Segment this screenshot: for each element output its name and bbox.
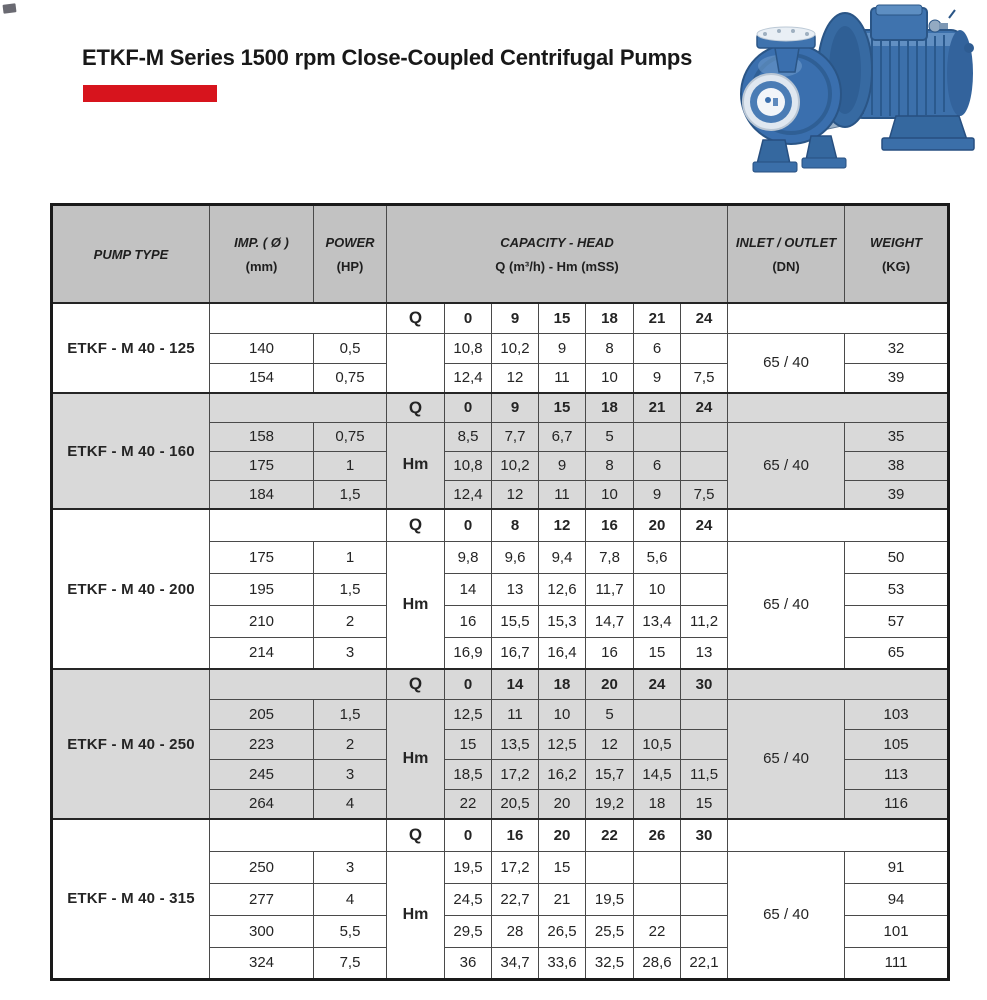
header-weight: WEIGHT (KG) — [845, 205, 949, 304]
head-value-cell: 6,7 — [539, 422, 586, 451]
flow-value-cell: 21 — [634, 303, 681, 333]
weight-cell: 103 — [845, 699, 949, 729]
group-q-header-row — [52, 819, 949, 851]
head-value-cell: 13,5 — [492, 729, 539, 759]
flow-value-cell: 0 — [445, 509, 492, 541]
inlet-outlet-cell: 65 / 40 — [728, 541, 845, 669]
weight-cell: 39 — [845, 480, 949, 509]
flow-value-cell: 9 — [492, 303, 539, 333]
head-value-cell: 11,7 — [586, 573, 634, 605]
flow-value-cell: 0 — [445, 669, 492, 699]
inlet-outlet-cell: 65 / 40 — [728, 333, 845, 393]
head-value-cell: 11 — [492, 699, 539, 729]
q-label-cell: Q — [387, 393, 445, 422]
flow-value-cell: 21 — [634, 393, 681, 422]
q-label-cell: Q — [387, 669, 445, 699]
head-value-cell: 26,5 — [539, 915, 586, 947]
pump-type-cell: ETKF - M 40 - 125 — [52, 303, 210, 393]
head-value-cell: 7,5 — [681, 480, 728, 509]
flow-value-cell: 20 — [539, 819, 586, 851]
head-value-cell — [586, 851, 634, 883]
head-value-cell: 16 — [445, 605, 492, 637]
flow-value-cell: 20 — [634, 509, 681, 541]
head-value-cell — [681, 451, 728, 480]
head-value-cell: 10,5 — [634, 729, 681, 759]
head-value-cell: 12 — [586, 729, 634, 759]
weight-cell: 53 — [845, 573, 949, 605]
flow-value-cell: 18 — [586, 303, 634, 333]
flow-value-cell: 30 — [681, 819, 728, 851]
power-cell: 4 — [314, 789, 387, 819]
head-value-cell: 19,5 — [445, 851, 492, 883]
head-value-cell: 16,2 — [539, 759, 586, 789]
head-value-cell: 12,5 — [445, 699, 492, 729]
head-value-cell: 12,4 — [445, 480, 492, 509]
head-value-cell: 15,7 — [586, 759, 634, 789]
flow-value-cell: 30 — [681, 669, 728, 699]
weight-cell: 35 — [845, 422, 949, 451]
empty-cell — [210, 819, 387, 851]
head-value-cell: 9 — [539, 451, 586, 480]
power-cell: 3 — [314, 759, 387, 789]
weight-cell: 91 — [845, 851, 949, 883]
header-impeller: IMP. ( Ø ) (mm) — [210, 205, 314, 304]
empty-cell — [728, 819, 949, 851]
head-value-cell: 10,2 — [492, 451, 539, 480]
pump-spec-table — [50, 203, 950, 981]
head-value-cell: 14 — [445, 573, 492, 605]
flow-value-cell: 0 — [445, 303, 492, 333]
impeller-diameter-cell: 205 — [210, 699, 314, 729]
head-value-cell: 11 — [539, 480, 586, 509]
motor-foot — [882, 116, 974, 150]
head-value-cell — [681, 573, 728, 605]
head-value-cell — [681, 883, 728, 915]
head-value-cell: 9,4 — [539, 541, 586, 573]
pump-photo — [733, 0, 987, 180]
impeller-diameter-cell: 184 — [210, 480, 314, 509]
empty-cell — [728, 509, 949, 541]
head-value-cell — [681, 541, 728, 573]
head-value-cell: 10 — [586, 480, 634, 509]
head-value-cell: 10 — [586, 363, 634, 393]
flow-value-cell: 15 — [539, 303, 586, 333]
pump-type-cell: ETKF - M 40 - 315 — [52, 819, 210, 979]
group-q-header-row — [52, 509, 949, 541]
head-value-cell: 28 — [492, 915, 539, 947]
hm-label-cell: Hm — [387, 422, 445, 509]
flow-value-cell: 9 — [492, 393, 539, 422]
corner-artifact — [3, 3, 17, 14]
weight-cell: 57 — [845, 605, 949, 637]
head-value-cell: 10,8 — [445, 451, 492, 480]
power-cell: 1 — [314, 451, 387, 480]
impeller-diameter-cell: 250 — [210, 851, 314, 883]
inlet-outlet-cell: 65 / 40 — [728, 699, 845, 819]
head-value-cell: 10,8 — [445, 333, 492, 363]
head-value-cell: 33,6 — [539, 947, 586, 979]
flow-value-cell: 24 — [634, 669, 681, 699]
hm-label-cell: Hm — [387, 851, 445, 979]
group-q-header-row — [52, 303, 949, 333]
head-value-cell: 20,5 — [492, 789, 539, 819]
weight-cell: 105 — [845, 729, 949, 759]
head-value-cell: 5 — [586, 422, 634, 451]
head-value-cell: 22 — [445, 789, 492, 819]
flow-value-cell: 20 — [586, 669, 634, 699]
page-title: ETKF-M Series 1500 rpm Close-Coupled Centrifugal Pumps — [82, 45, 693, 70]
head-value-cell: 34,7 — [492, 947, 539, 979]
head-value-cell: 7,7 — [492, 422, 539, 451]
head-value-cell: 21 — [539, 883, 586, 915]
impeller-diameter-cell: 175 — [210, 541, 314, 573]
head-value-cell: 10 — [539, 699, 586, 729]
header-power: POWER (HP) — [314, 205, 387, 304]
header-capacity-head: CAPACITY - HEAD Q (m³/h) - Hm (mSS) — [387, 205, 728, 304]
head-value-cell: 6 — [634, 451, 681, 480]
head-value-cell: 9 — [539, 333, 586, 363]
head-value-cell: 9 — [634, 480, 681, 509]
flow-value-cell: 12 — [539, 509, 586, 541]
head-value-cell: 9 — [634, 363, 681, 393]
head-value-cell — [681, 915, 728, 947]
head-value-cell: 12,4 — [445, 363, 492, 393]
head-value-cell — [681, 699, 728, 729]
power-cell: 1,5 — [314, 480, 387, 509]
flow-value-cell: 22 — [586, 819, 634, 851]
q-label-cell: Q — [387, 819, 445, 851]
head-value-cell: 15 — [539, 851, 586, 883]
empty-cell — [728, 393, 949, 422]
impeller-diameter-cell: 195 — [210, 573, 314, 605]
head-value-cell: 9,6 — [492, 541, 539, 573]
head-value-cell — [634, 851, 681, 883]
weight-cell: 32 — [845, 333, 949, 363]
hm-label-cell — [387, 333, 445, 393]
head-value-cell: 7,5 — [681, 363, 728, 393]
head-value-cell: 15,5 — [492, 605, 539, 637]
head-value-cell: 12 — [492, 480, 539, 509]
flow-value-cell: 14 — [492, 669, 539, 699]
head-value-cell: 20 — [539, 789, 586, 819]
head-value-cell: 10 — [634, 573, 681, 605]
table-header-row — [52, 205, 949, 304]
impeller-diameter-cell: 223 — [210, 729, 314, 759]
impeller-diameter-cell: 154 — [210, 363, 314, 393]
head-value-cell: 8,5 — [445, 422, 492, 451]
head-value-cell: 36 — [445, 947, 492, 979]
head-value-cell: 16,7 — [492, 637, 539, 669]
head-value-cell — [634, 422, 681, 451]
weight-cell: 113 — [845, 759, 949, 789]
pump-type-cell: ETKF - M 40 - 250 — [52, 669, 210, 819]
head-value-cell: 28,6 — [634, 947, 681, 979]
group-q-header-row — [52, 669, 949, 699]
power-cell: 4 — [314, 883, 387, 915]
head-value-cell: 16,4 — [539, 637, 586, 669]
empty-cell — [210, 393, 387, 422]
head-value-cell: 13 — [492, 573, 539, 605]
head-value-cell: 15 — [634, 637, 681, 669]
head-value-cell: 13,4 — [634, 605, 681, 637]
inlet-outlet-cell: 65 / 40 — [728, 851, 845, 979]
power-cell: 3 — [314, 637, 387, 669]
head-value-cell: 13 — [681, 637, 728, 669]
impeller-diameter-cell: 214 — [210, 637, 314, 669]
q-label-cell: Q — [387, 303, 445, 333]
header-inlet-outlet: INLET / OUTLET (DN) — [728, 205, 845, 304]
head-value-cell — [634, 699, 681, 729]
power-cell: 1 — [314, 541, 387, 573]
power-cell: 1,5 — [314, 573, 387, 605]
head-value-cell: 8 — [586, 333, 634, 363]
impeller-diameter-cell: 158 — [210, 422, 314, 451]
head-value-cell: 18 — [634, 789, 681, 819]
impeller-diameter-cell: 175 — [210, 451, 314, 480]
weight-cell: 39 — [845, 363, 949, 393]
weight-cell: 38 — [845, 451, 949, 480]
header-pump-type — [52, 205, 210, 304]
head-value-cell: 19,2 — [586, 789, 634, 819]
impeller-diameter-cell: 277 — [210, 883, 314, 915]
header-pump-type-label: PUMP TYPE — [93, 246, 169, 262]
head-value-cell: 15,3 — [539, 605, 586, 637]
power-cell: 2 — [314, 605, 387, 637]
flow-value-cell: 24 — [681, 393, 728, 422]
flow-value-cell: 16 — [586, 509, 634, 541]
impeller-diameter-cell: 245 — [210, 759, 314, 789]
suction-flange — [743, 74, 799, 130]
head-value-cell: 11 — [539, 363, 586, 393]
title-accent-bar — [83, 85, 217, 102]
head-value-cell: 12 — [492, 363, 539, 393]
empty-cell — [210, 303, 387, 333]
flow-value-cell: 15 — [539, 393, 586, 422]
inlet-outlet-cell: 65 / 40 — [728, 422, 845, 509]
impeller-diameter-cell: 324 — [210, 947, 314, 979]
power-cell: 3 — [314, 851, 387, 883]
pump-type-cell: ETKF - M 40 - 200 — [52, 509, 210, 669]
group-q-header-row — [52, 393, 949, 422]
head-value-cell — [681, 333, 728, 363]
head-value-cell: 17,2 — [492, 759, 539, 789]
power-cell: 0,75 — [314, 422, 387, 451]
power-cell: 0,5 — [314, 333, 387, 363]
head-value-cell: 8 — [586, 451, 634, 480]
head-value-cell: 15 — [445, 729, 492, 759]
impeller-diameter-cell: 300 — [210, 915, 314, 947]
head-value-cell: 22,1 — [681, 947, 728, 979]
pump-type-cell: ETKF - M 40 - 160 — [52, 393, 210, 509]
flow-value-cell: 24 — [681, 509, 728, 541]
head-value-cell — [681, 729, 728, 759]
head-value-cell — [681, 851, 728, 883]
head-value-cell: 16,9 — [445, 637, 492, 669]
power-cell: 5,5 — [314, 915, 387, 947]
head-value-cell: 9,8 — [445, 541, 492, 573]
flow-value-cell: 0 — [445, 819, 492, 851]
power-cell: 7,5 — [314, 947, 387, 979]
hm-label-cell: Hm — [387, 699, 445, 819]
empty-cell — [210, 509, 387, 541]
impeller-diameter-cell: 140 — [210, 333, 314, 363]
empty-cell — [728, 303, 949, 333]
head-value-cell: 7,8 — [586, 541, 634, 573]
head-value-cell: 14,5 — [634, 759, 681, 789]
impeller-diameter-cell: 210 — [210, 605, 314, 637]
hm-label-cell: Hm — [387, 541, 445, 669]
impeller-diameter-cell: 264 — [210, 789, 314, 819]
power-cell: 2 — [314, 729, 387, 759]
weight-cell: 94 — [845, 883, 949, 915]
weight-cell: 65 — [845, 637, 949, 669]
head-value-cell — [681, 422, 728, 451]
head-value-cell: 12,5 — [539, 729, 586, 759]
head-value-cell: 19,5 — [586, 883, 634, 915]
head-value-cell: 11,2 — [681, 605, 728, 637]
head-value-cell — [634, 883, 681, 915]
head-value-cell: 11,5 — [681, 759, 728, 789]
head-value-cell: 14,7 — [586, 605, 634, 637]
weight-cell: 116 — [845, 789, 949, 819]
power-cell: 0,75 — [314, 363, 387, 393]
weight-cell: 111 — [845, 947, 949, 979]
flow-value-cell: 8 — [492, 509, 539, 541]
head-value-cell: 5,6 — [634, 541, 681, 573]
head-value-cell: 22 — [634, 915, 681, 947]
head-value-cell: 24,5 — [445, 883, 492, 915]
empty-cell — [728, 669, 949, 699]
head-value-cell: 25,5 — [586, 915, 634, 947]
head-value-cell: 29,5 — [445, 915, 492, 947]
flow-value-cell: 18 — [539, 669, 586, 699]
head-value-cell: 32,5 — [586, 947, 634, 979]
head-value-cell: 16 — [586, 637, 634, 669]
weight-cell: 101 — [845, 915, 949, 947]
head-value-cell: 17,2 — [492, 851, 539, 883]
head-value-cell: 15 — [681, 789, 728, 819]
flow-value-cell: 0 — [445, 393, 492, 422]
head-value-cell: 22,7 — [492, 883, 539, 915]
weight-cell: 50 — [845, 541, 949, 573]
empty-cell — [210, 669, 387, 699]
power-cell: 1,5 — [314, 699, 387, 729]
head-value-cell: 18,5 — [445, 759, 492, 789]
flow-value-cell: 24 — [681, 303, 728, 333]
q-label-cell: Q — [387, 509, 445, 541]
flow-value-cell: 26 — [634, 819, 681, 851]
head-value-cell: 10,2 — [492, 333, 539, 363]
head-value-cell: 12,6 — [539, 573, 586, 605]
head-value-cell: 6 — [634, 333, 681, 363]
head-value-cell: 5 — [586, 699, 634, 729]
flow-value-cell: 18 — [586, 393, 634, 422]
flow-value-cell: 16 — [492, 819, 539, 851]
